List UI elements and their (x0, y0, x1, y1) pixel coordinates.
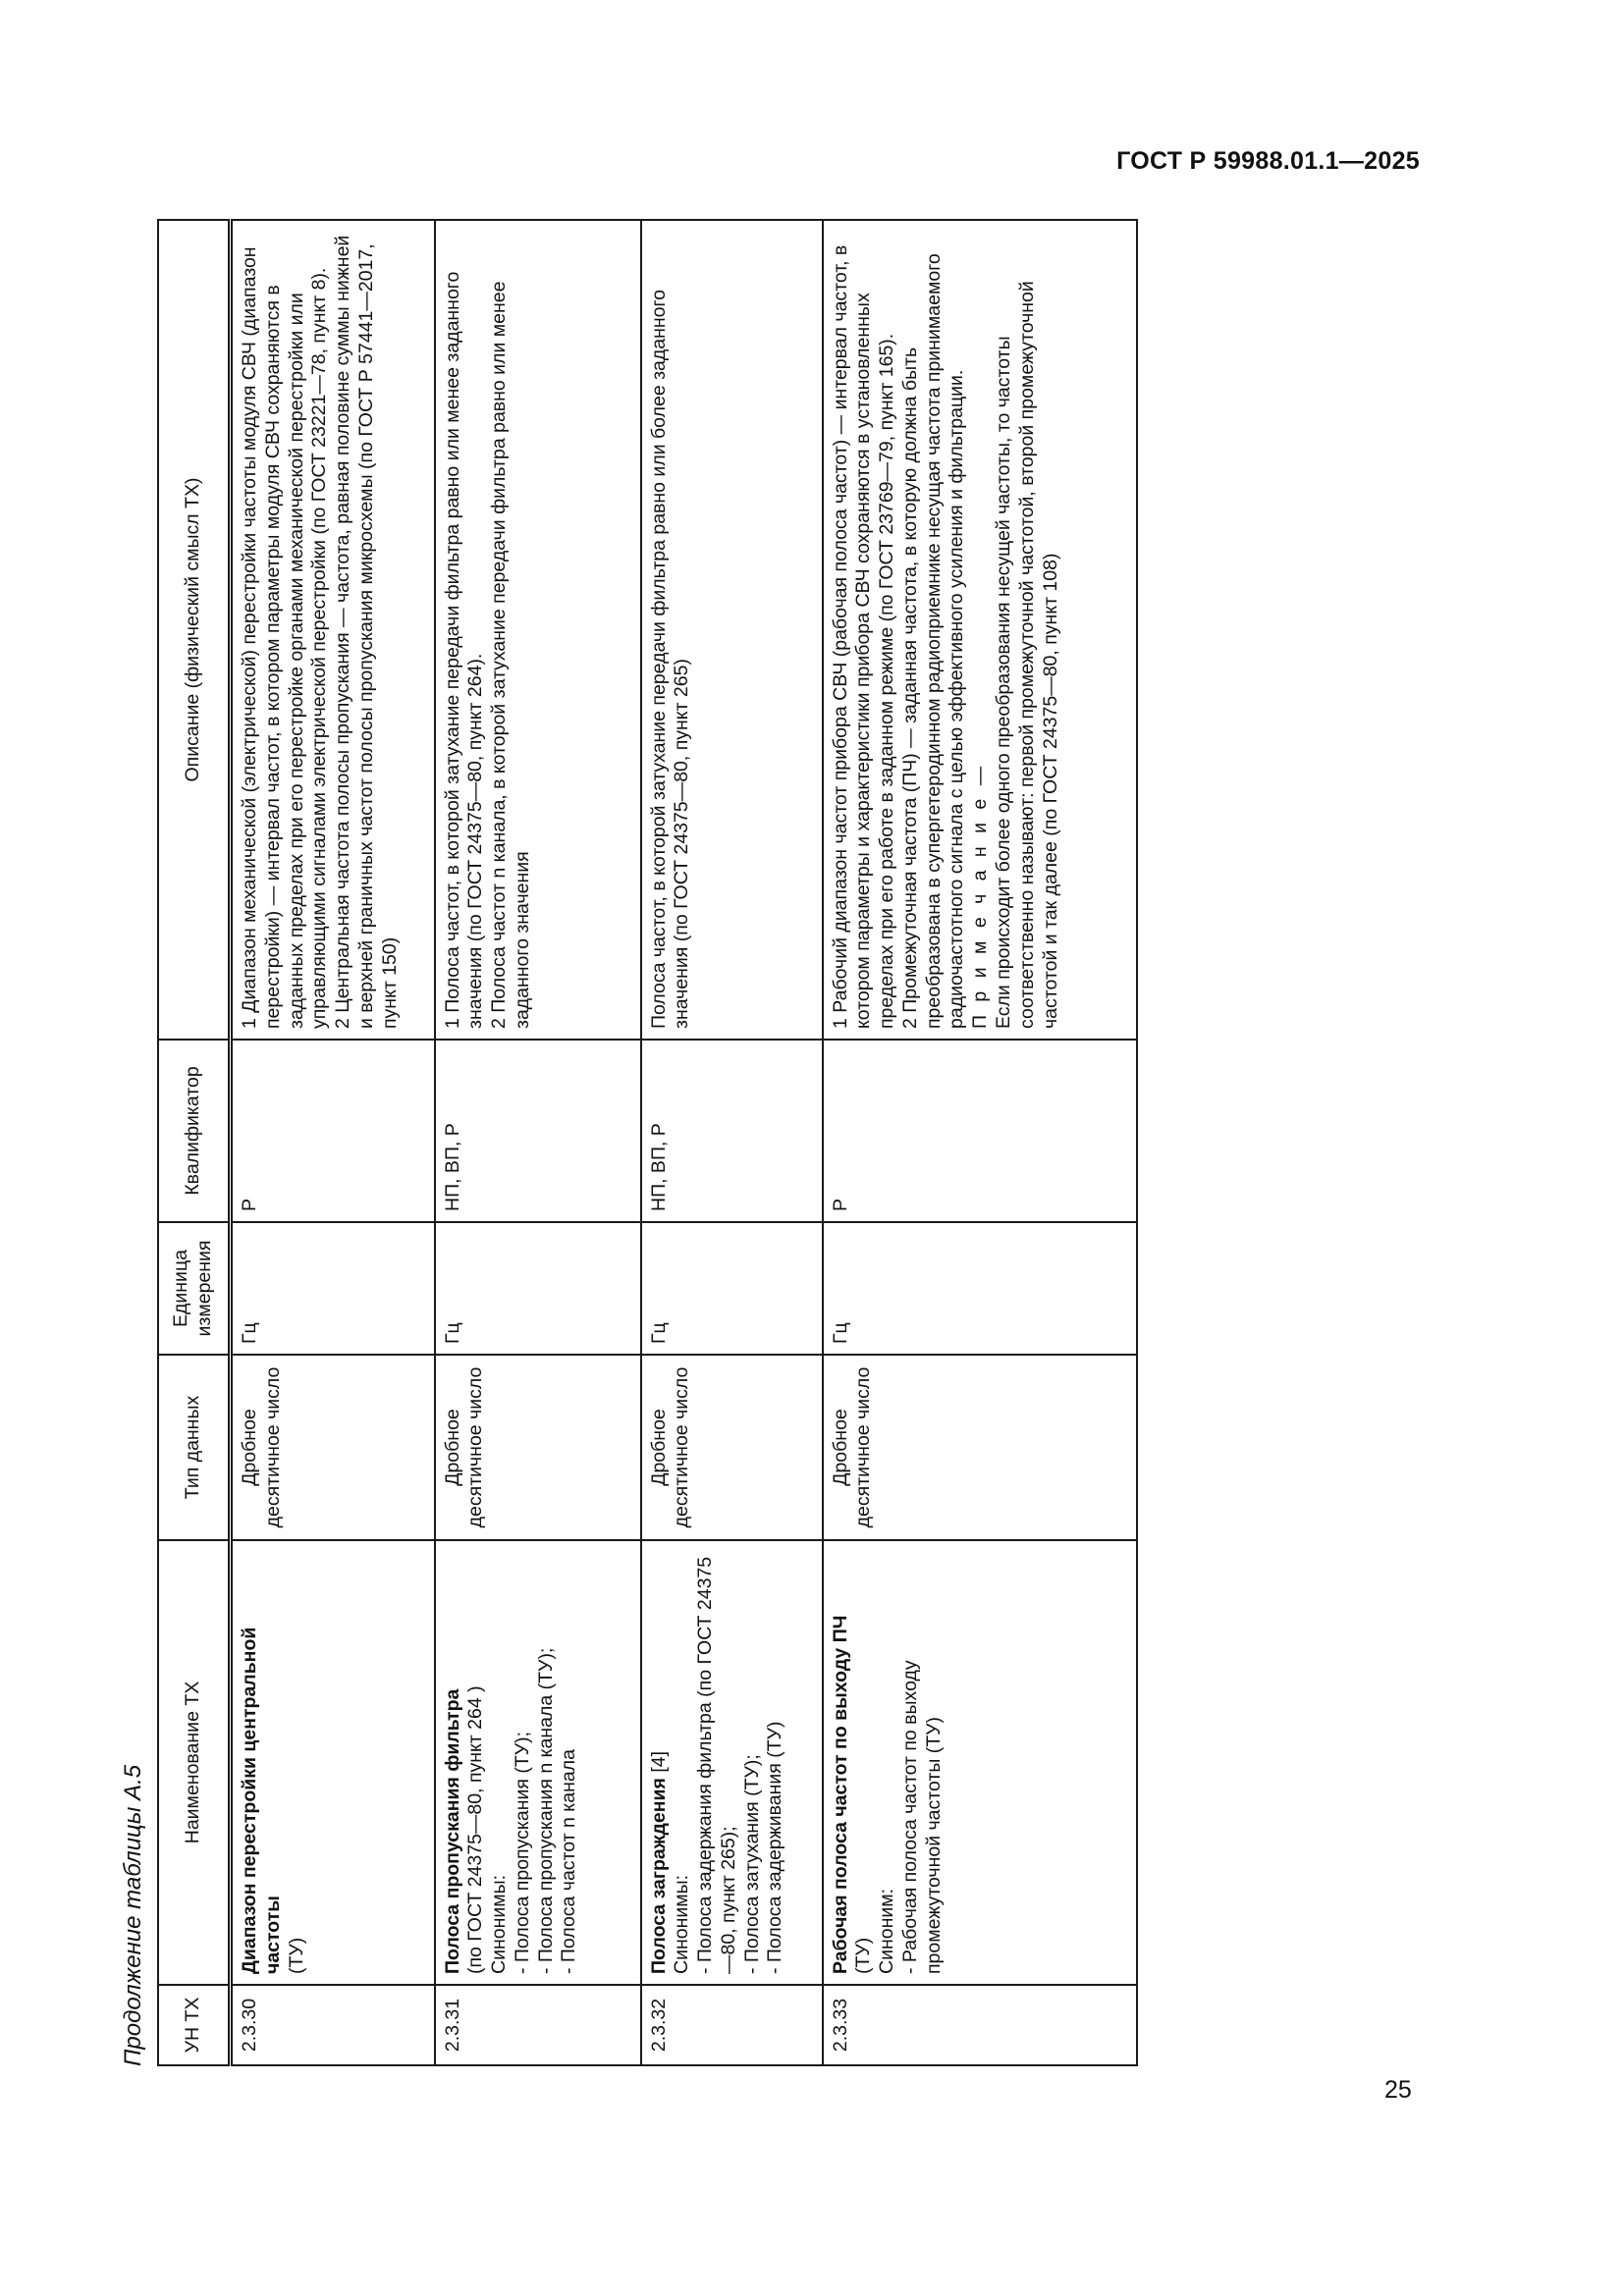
cell-name (435, 1540, 641, 1985)
name-line: - Полоса частот n канала (558, 1749, 580, 1974)
col-header-qualifier: Квалификатор (158, 1040, 231, 1222)
col-header-name: Наименование ТХ (158, 1540, 231, 1985)
cell-type: Дробное десятичное число (641, 1355, 823, 1540)
name-title: Полоса заграждения (647, 1778, 670, 1974)
col-header-type: Тип данных (158, 1355, 231, 1540)
cell-description (231, 220, 435, 1040)
cell-description (823, 220, 1137, 1040)
cell-type: Дробное десятичное число (823, 1355, 1137, 1540)
name-line: (ТУ) (852, 1937, 875, 1974)
cell-qualifier: НП, ВП, Р (641, 1040, 823, 1222)
description-line: 1 Рабочий диапазон частот прибора СВЧ (рабочая полоса частот) — интервал частот, в котором параметры и характеристики прибора СВЧ сохраняются в установленных пределах при его работе в заданном режиме (по ГОСТ 23769—79, пункт 165). (829, 244, 898, 1029)
cell-unit: Гц (823, 1222, 1137, 1355)
cell-name (641, 1540, 823, 1985)
name-line: - Полоса пропускания (ТУ); (511, 1731, 533, 1974)
cell-type: Дробное десятичное число (231, 1355, 435, 1540)
cell-id: 2.3.30 (231, 1985, 435, 2065)
cell-id: 2.3.31 (435, 1985, 641, 2065)
description-line: 1 Полоса частот, в которой затухание передачи фильтра равно или менее заданного значения (по ГОСТ 24375—80, пункт 264). (441, 271, 487, 1029)
table-row (231, 220, 435, 2065)
cell-description (435, 220, 641, 1040)
characteristics-table (157, 219, 1138, 2066)
cell-qualifier: Р (231, 1040, 435, 1222)
name-line: - Рабочая полоса частот по выходу промежуточной частоты (ТУ) (898, 1660, 945, 1974)
page-number: 25 (1384, 2076, 1412, 2104)
name-line: (ТУ) (285, 1937, 307, 1974)
document-code: ГОСТ Р 59988.01.1—2025 (1116, 147, 1420, 175)
description-line: 2 Центральная частота полосы пропускания — частота, равная половине суммы нижней и верхней граничных частот полосы пропускания микросхемы (по ГОСТ Р 57441—2017, пункт 150) (332, 235, 401, 1029)
col-header-unit: Единица измерения (158, 1222, 231, 1355)
col-header-id: УН ТХ (158, 1985, 231, 2065)
cell-unit: Гц (641, 1222, 823, 1355)
table-row (435, 220, 641, 2065)
description-line: 1 Диапазон механической (электрической) перестройки частоты модуля СВЧ (диапазон перестройки) — интервал частот, в котором параметры модуля СВЧ сохраняются в заданных пределах при его перестройке органами механической перестройки или управляющими сигналами электрической перестройки (по ГОСТ 23221—78, пункт 8). (239, 246, 331, 1029)
table-row (641, 220, 823, 2065)
rotated-table-block (113, 221, 1429, 2066)
cell-id: 2.3.32 (641, 1985, 823, 2065)
name-title: Полоса пропускания фильтра (441, 1688, 463, 1974)
description-line: Если происходит более одного преобразования несущей частоты, то частоты соответственно называют: первой промежуточной частотой, второй промежуточной частотой и так далее (по ГОСТ 24375—80, пункт 108) (992, 281, 1061, 1029)
name-line: - Полоса задерживания (ТУ) (764, 1721, 786, 1974)
description-line: 2 Полоса частот n канала, в которой затухание передачи фильтра равно или менее заданного значения (488, 281, 533, 1029)
cell-unit: Гц (435, 1222, 641, 1355)
name-line: - Полоса пропускания n канала (ТУ); (534, 1647, 557, 1974)
name-reference: [4] (647, 1750, 670, 1779)
name-line: - Полоса задержания фильтра (по ГОСТ 24375—80, пункт 265); (694, 1556, 739, 1974)
name-line: (по ГОСТ 24375—80, пункт 264 ) (464, 1685, 487, 1974)
name-line: Синонимы: (488, 1874, 511, 1974)
table-caption: Продолжение таблицы А.5 (120, 1764, 146, 2066)
cell-description (641, 220, 823, 1040)
cell-qualifier: НП, ВП, Р (435, 1040, 641, 1222)
description-line: 2 Промежуточная частота (ПЧ) — заданная частота, в которую должна быть преобразована в супергетеродинном радиоприемнике несущая частота принимаемого радиочастотного сигнала с целью эффективного усиления и фильтрации. (898, 253, 968, 1029)
note-label: П р и м е ч а н и е — (969, 762, 992, 1029)
description-line: Полоса частот, в которой затухание передачи фильтра равно или более заданного значения (по ГОСТ 24375—80, пункт 265) (647, 289, 693, 1029)
name-title-line (648, 1551, 672, 1974)
cell-id: 2.3.33 (823, 1985, 1137, 2065)
name-line: Синоним: (876, 1888, 898, 1974)
cell-name (823, 1540, 1137, 1985)
table-row (823, 220, 1137, 2065)
name-title: Рабочая полоса частот по выходу ПЧ (829, 1615, 851, 1974)
col-header-description: Описание (физический смысл ТХ) (158, 220, 231, 1040)
table-header-row (158, 220, 231, 2065)
name-line: Синонимы: (671, 1874, 693, 1974)
name-line: - Полоса затухания (ТУ); (740, 1754, 763, 1974)
cell-name (231, 1540, 435, 1985)
cell-qualifier: Р (823, 1040, 1137, 1222)
cell-type: Дробное десятичное число (435, 1355, 641, 1540)
name-title: Диапазон перестройки центральной частоты (239, 1627, 284, 1974)
cell-unit: Гц (231, 1222, 435, 1355)
